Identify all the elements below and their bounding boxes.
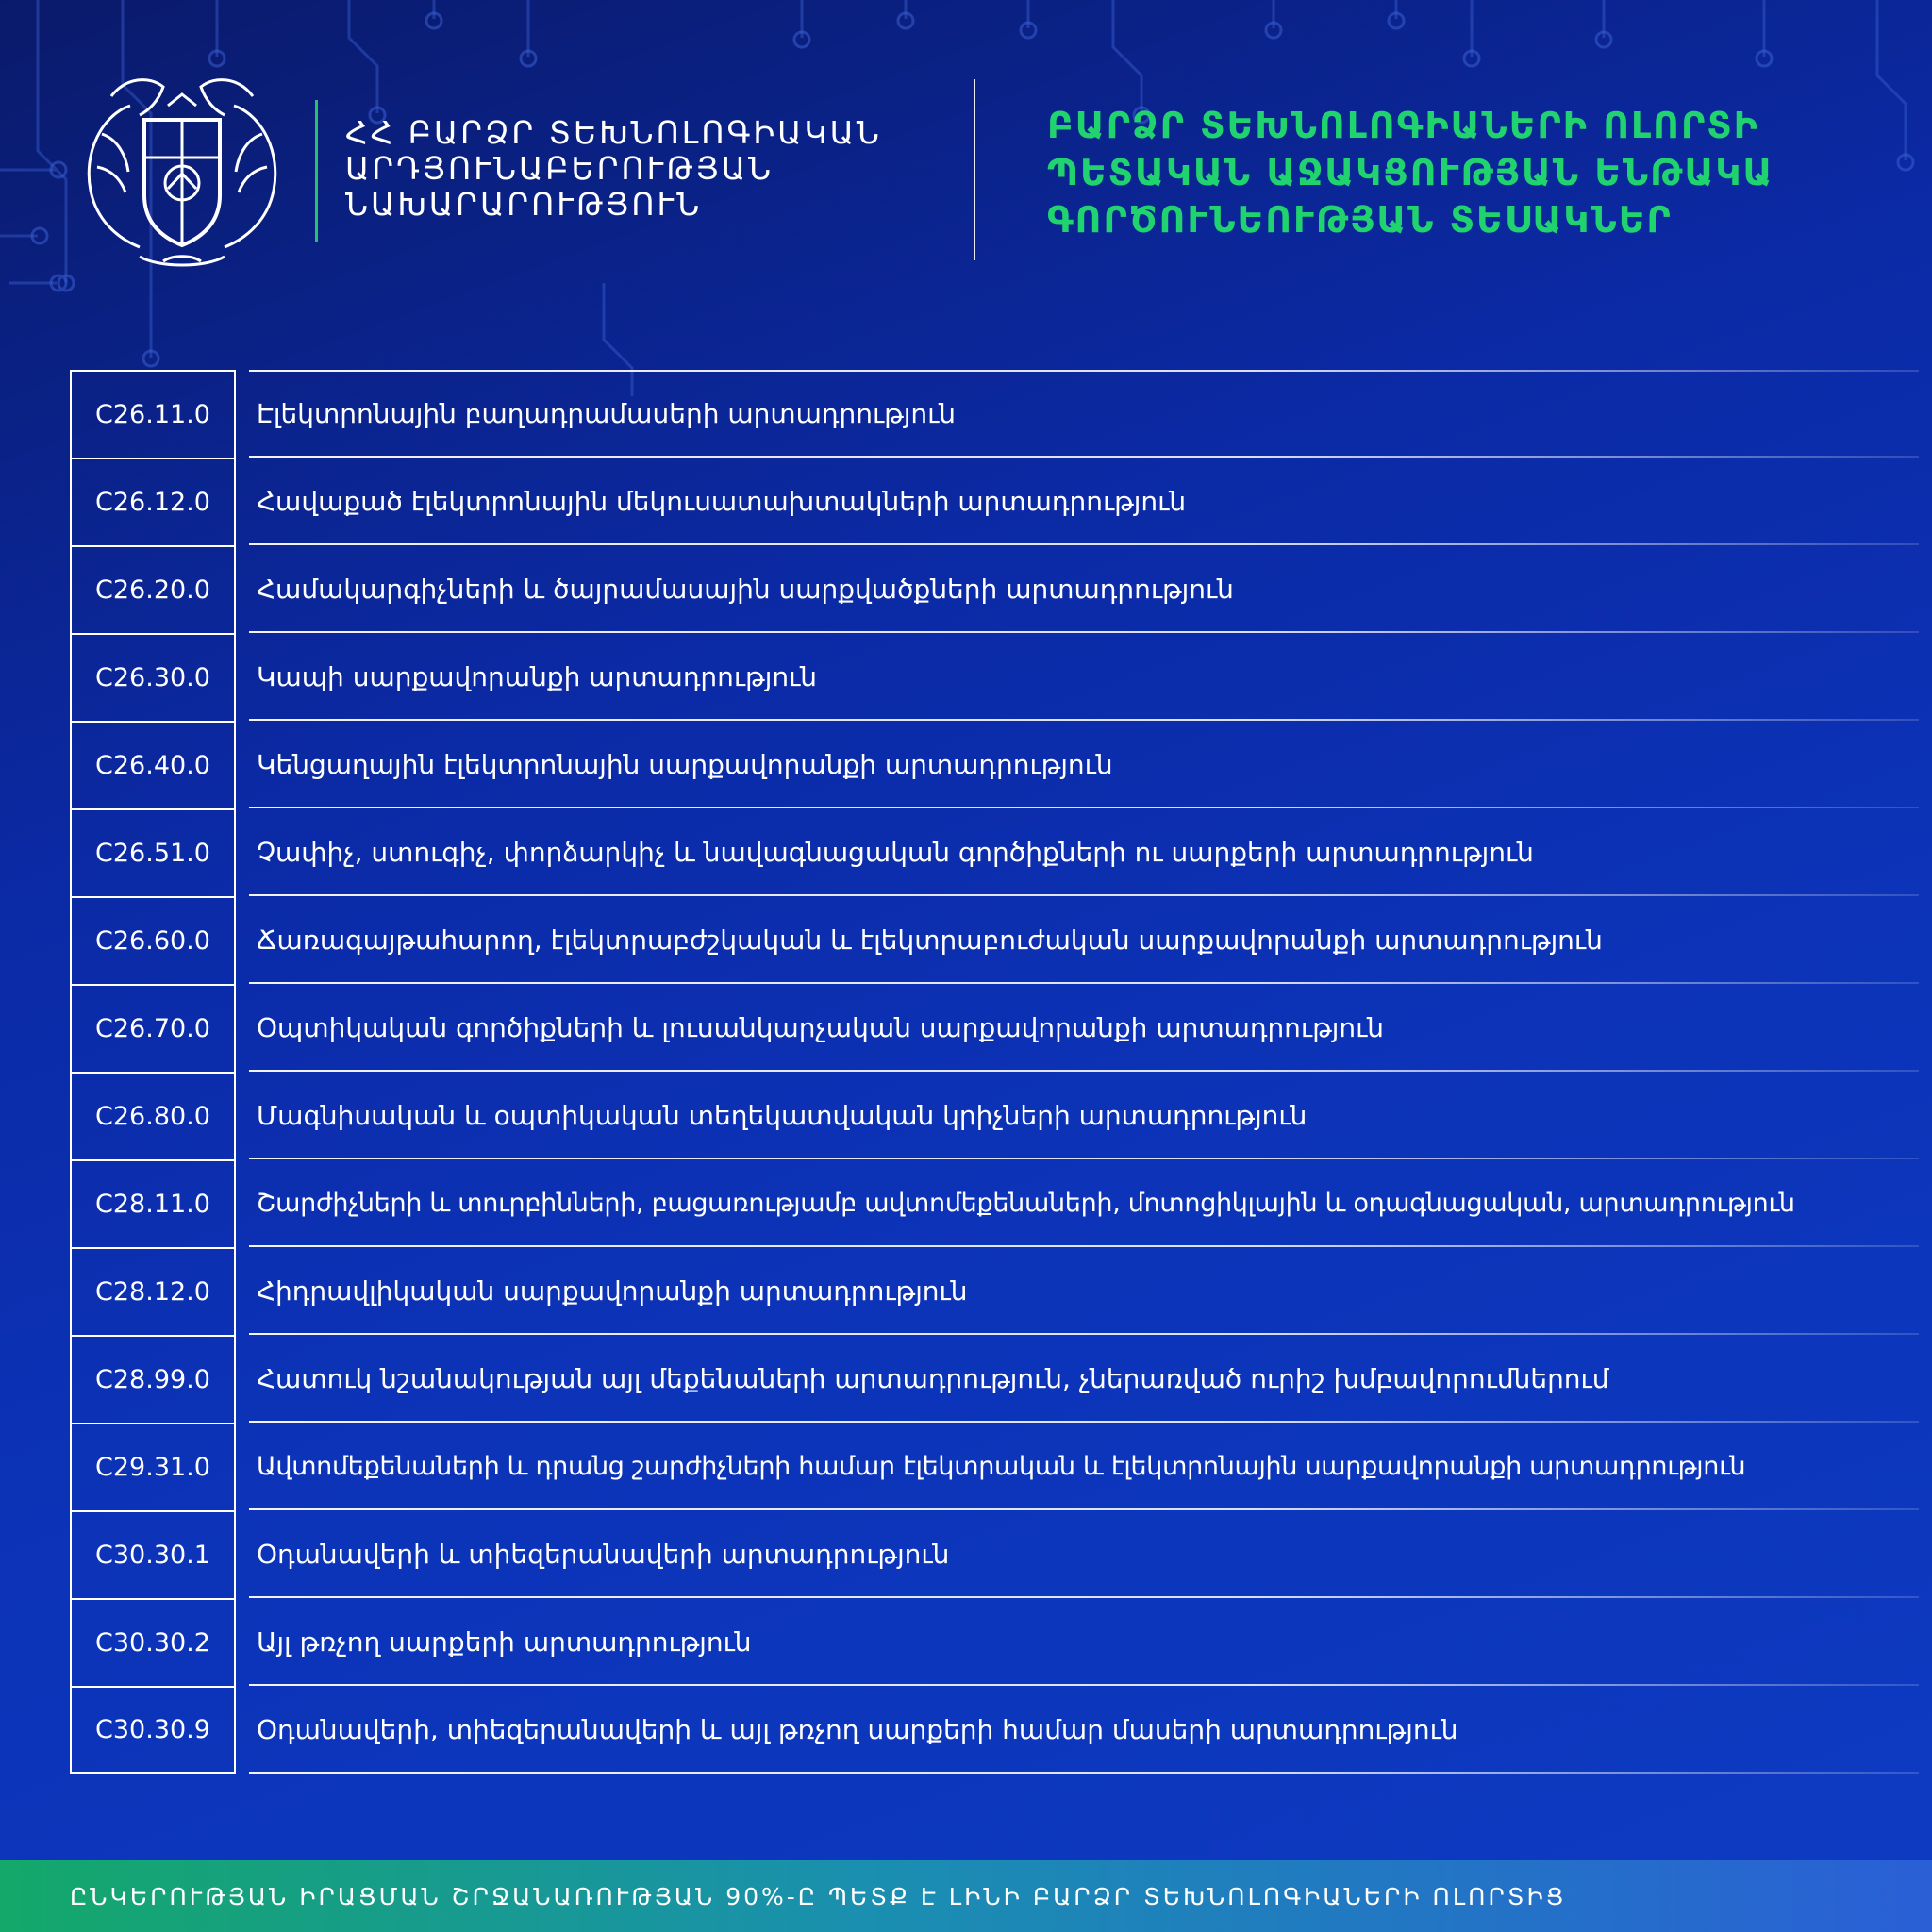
- footer-text: ԸՆԿԵՐՈՒԹՅԱՆ ԻՐԱՑՄԱՆ ՇՐՋԱՆԱՌՈՒԹՅԱՆ 90%-Ը ՊԵՏՔ Է ԼԻՆԻ ԲԱՐՁՐ ՏԵԽՆՈԼՈԳԻԱՆԵՐԻ ՈԼՈՐՏԻՑ: [70, 1882, 1567, 1910]
- page-title-line: ԲԱՐՁՐ ՏԵԽՆՈԼՈԳԻԱՆԵՐԻ ՈԼՈՐՏԻ: [1047, 105, 1759, 146]
- activity-description: Ճառագայթահարող, էլեկտրաբժշկական և էլեկտրաբուժական սարքավորանքի արտադրություն: [257, 924, 1603, 956]
- table-row: [70, 458, 1862, 545]
- activity-description: Ավտոմեքենաների և դրանց շարժիչների համար էլեկտրական և էլեկտրոնային սարքավորանքի արտադրություն: [257, 1452, 1746, 1481]
- activity-description: Կապի սարքավորանքի արտադրություն: [257, 661, 817, 692]
- activity-description: Օպտիկական գործիքների և լուսանկարչական սարքավորանքի արտադրություն: [257, 1012, 1385, 1043]
- activity-code: C26.30.0: [70, 633, 236, 721]
- table-row: [70, 1686, 1862, 1774]
- table-row: [70, 1247, 1862, 1335]
- table-row: [70, 1423, 1862, 1510]
- table-row: [70, 1598, 1862, 1686]
- page-title-line: ՊԵՏԱԿԱՆ ԱՋԱԿՑՈՒԹՅԱՆ ԵՆԹԱԿԱ: [1047, 152, 1774, 193]
- activity-description: Այլ թռչող սարքերի արտադրություն: [257, 1626, 752, 1657]
- table-row: [70, 370, 1862, 458]
- ministry-name-line: ԱՐԴՅՈՒՆԱԲԵՐՈՒԹՅԱՆ: [345, 150, 774, 187]
- activity-code: C30.30.2: [70, 1598, 236, 1686]
- table-row: [70, 633, 1862, 721]
- activity-description: Օդանավերի, տիեզերանավերի և այլ թռչող սարքերի համար մասերի արտադրություն: [257, 1714, 1458, 1745]
- activity-description: Չափիչ, ստուգիչ, փորձարկիչ և նավագնացական գործիքների ու սարքերի արտադրություն: [257, 837, 1534, 868]
- ministry-name-line: ՆԱԽԱՐԱՐՈՒԹՅՈՒՆ: [345, 186, 703, 223]
- table-row: [70, 1510, 1862, 1598]
- table-row: [70, 1159, 1862, 1247]
- activity-description: Հիդրավլիկական սարքավորանքի արտադրություն: [257, 1275, 968, 1307]
- activity-description: Օդանավերի և տիեզերանավերի արտադրություն: [257, 1539, 950, 1570]
- activity-description: Հավաքած էլեկտրոնային մեկուսատախտակների արտադրություն: [257, 486, 1187, 517]
- table-row: [70, 1072, 1862, 1159]
- table-row: [70, 721, 1862, 808]
- activity-code: C26.60.0: [70, 896, 236, 984]
- activity-description: Շարժիչների և տուրբինների, բացառությամբ ավտոմեքենաների, մոտոցիկլային և օդագնացական, արտադրություն: [257, 1189, 1795, 1218]
- activity-description: Հատուկ նշանակության այլ մեքենաների արտադրություն, չներառված ուրիշ խմբավորումներում: [257, 1363, 1609, 1394]
- activity-description: Կենցաղային էլեկտրոնային սարքավորանքի արտադրություն: [257, 749, 1113, 780]
- activity-code: C26.20.0: [70, 545, 236, 633]
- page-title: [1047, 102, 1896, 243]
- footer-banner: [0, 1860, 1932, 1932]
- activity-code: C26.70.0: [70, 984, 236, 1072]
- activity-code: C28.12.0: [70, 1247, 236, 1335]
- activity-code: C28.11.0: [70, 1159, 236, 1247]
- table-row: [70, 808, 1862, 896]
- ministry-name: [345, 114, 882, 223]
- activity-description: Մագնիսական և օպտիկական տեղեկատվական կրիչների արտադրություն: [257, 1100, 1307, 1131]
- table-row: [70, 545, 1862, 633]
- table-row: [70, 984, 1862, 1072]
- activity-code: C30.30.9: [70, 1686, 236, 1774]
- activity-description: Էլեկտրոնային բաղադրամասերի արտադրություն: [257, 398, 957, 429]
- activity-code: C28.99.0: [70, 1335, 236, 1423]
- activity-code: C26.40.0: [70, 721, 236, 808]
- ministry-accent-line: [315, 100, 318, 242]
- activity-code: C26.11.0: [70, 370, 236, 458]
- header-divider: [974, 79, 975, 260]
- table-row: [70, 896, 1862, 984]
- armenia-coat-of-arms-icon: [74, 68, 291, 275]
- ministry-name-line: ՀՀ ԲԱՐՁՐ ՏԵԽՆՈԼՈԳԻԱԿԱՆ: [345, 114, 882, 151]
- activity-code: C26.51.0: [70, 808, 236, 896]
- activity-code: C26.12.0: [70, 458, 236, 545]
- activity-code: C26.80.0: [70, 1072, 236, 1159]
- activity-description: Համակարգիչների և ծայրամասային սարքվածքների արտադրություն: [257, 574, 1234, 605]
- activity-table: [70, 370, 1862, 1774]
- table-row: [70, 1335, 1862, 1423]
- activity-code: C29.31.0: [70, 1423, 236, 1510]
- activity-code: C30.30.1: [70, 1510, 236, 1598]
- row-rule: [249, 1772, 1919, 1774]
- page-title-line: ԳՈՐԾՈՒՆԵՈՒԹՅԱՆ ՏԵՍԱԿՆԵՐ: [1047, 199, 1673, 241]
